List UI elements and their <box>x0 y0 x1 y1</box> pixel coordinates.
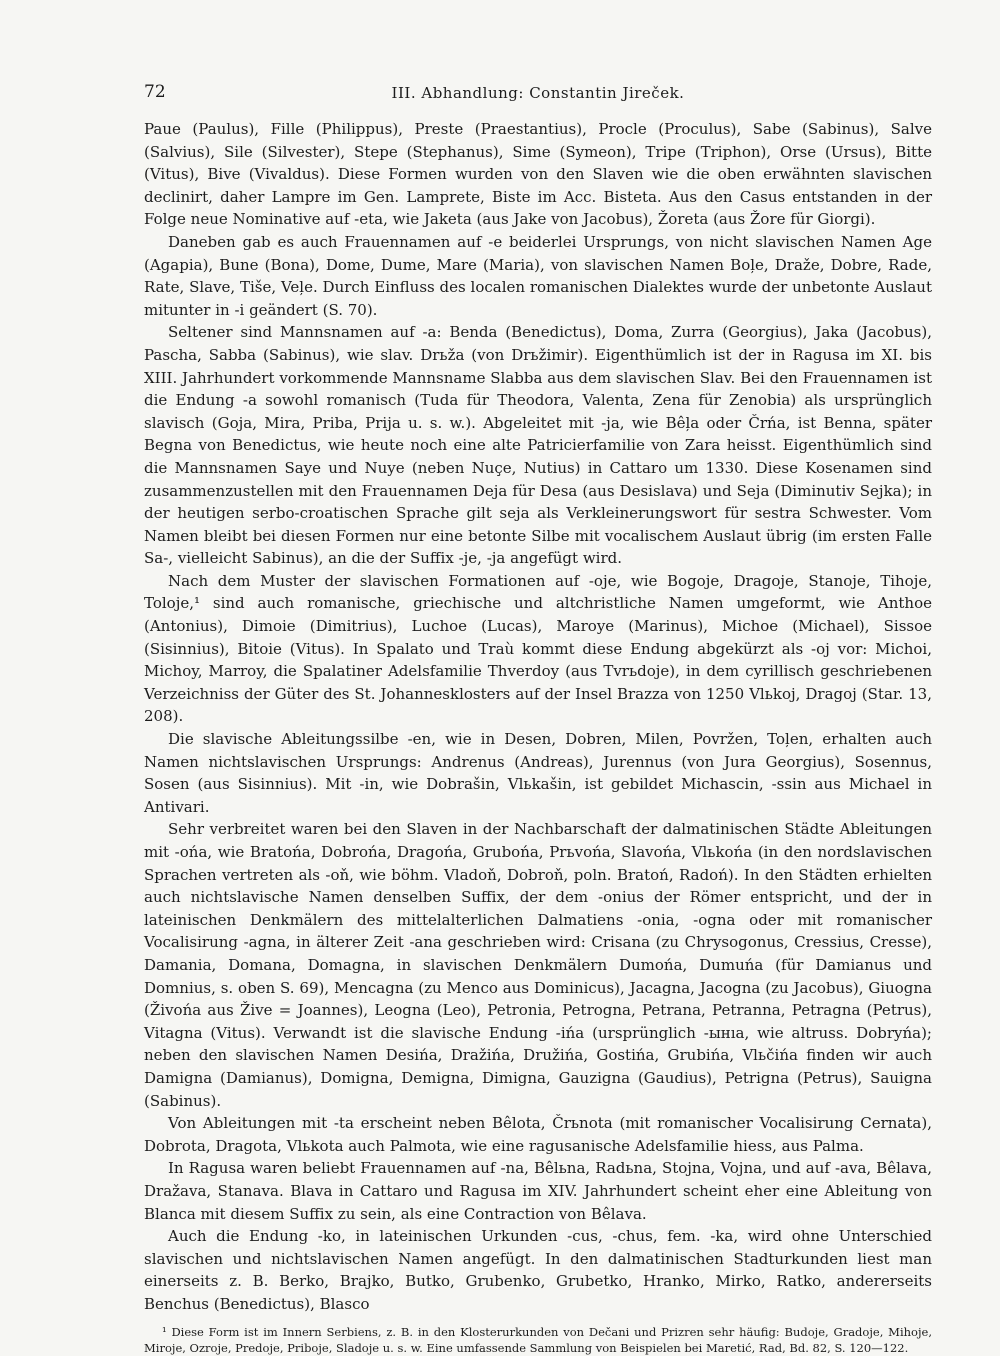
paragraph: Auch die Endung -ko, in lateinischen Urkunden -cus, -chus, fem. -ka, wird ohne Unterschied slavischen und nichtslavischen Namen angefügt. In den dalmatinischen Stadturkunden liest man einerseits z. B. Berko, Brajko, Butko, Grubenko, Grubetko, Hranko, Mirko, Ratko, andererseits Benchus (Benedictus), Blasco <box>144 1227 932 1313</box>
paragraph: Nach dem Muster der slavischen Formationen auf -oje, wie Bogoje, Dragoje, Stanoje, Tihoje, Toloje,¹ sind auch romanische, griechische und altchristliche Namen umgeformt, wie Anthoe (Antonius), Dimoie (Dimitrius), Luchoe (Lucas), Maroye (Marinus), Michoe (Michael), Sissoe (Sisinnius), Bitoie (Vitus). In Spalato und Traù kommt diese Endung abgekürzt als -oj vor: Michoi, Michoy, Marroy, die Spalatiner Adelsfamilie Thverdoy (aus Tvrьdoje), in dem cyrillisch geschriebenen Verzeichniss der Güter des St. Johannesklosters auf der Insel Brazza von 1250 Vlьkoj, Dragoj (Star. 13, 208). <box>144 571 932 726</box>
running-head: III. Abhandlung: Constantin Jireček. <box>391 84 685 102</box>
page-number: 72 <box>144 82 166 102</box>
paragraph: Die slavische Ableitungssilbe -en, wie in Desen, Dobren, Milen, Povržen, Toļen, erhalten auch Namen nichtslavischen Ursprungs: Andrenus (Andreas), Jurennus (von Jura Georgius), Sosennus, Sosen (aus Sisinnius). Mit -in, wie Dobrašin, Vlьkašin, ist gebildet Michascin, -ssin aus Michael in Antivari. <box>144 730 932 816</box>
footnotes <box>144 1325 932 1356</box>
paragraph: Von Ableitungen mit -ta erscheint neben Bêlota, Črьnota (mit romanischer Vocalisirung Cernata), Dobrota, Dragota, Vlьkota auch Palmota, wie eine ragusanische Adelsfamilie hiess, aus Palma. <box>144 1114 932 1155</box>
paragraph: In Ragusa waren beliebt Frauennamen auf -na, Bêlьna, Radьna, Stojna, Vojna, und auf -ava, Bêlava, Dražava, Stanava. Blava in Cattaro und Ragusa im XIV. Jahrhundert scheint eher eine Ableitung von Blanca mit diesem Suffix zu sein, als eine Contraction von Bêlava. <box>144 1159 932 1223</box>
paragraph: Daneben gab es auch Frauennamen auf -e beiderlei Ursprungs, von nicht slavischen Namen Age (Agapia), Bune (Bona), Dome, Dume, Mare (Maria), von slavischen Namen Boļe, Draže, Dobre, Rade, Rate, Slave, Tiše, Veļe. Durch Einfluss des localen romanischen Dialektes wurde der unbetonte Auslaut mitunter in -i geändert (S. 70). <box>144 232 932 319</box>
page-header <box>144 82 932 110</box>
paragraph: Sehr verbreitet waren bei den Slaven in der Nachbarschaft der dalmatinischen Städte Ableitungen mit -ońa, wie Bratońa, Dobrońa, Dragońa, Grubońa, Prьvońa, Slavońa, Vlьkońa (in den nordslavischen Sprachen vertreten als -oň, wie böhm. Vladoň, Dobroň, poln. Bratoń, Radoń). In den Städten erhielten auch nichtslavische Namen denselben Suffix, der dem -onius der Römer entspricht, und der in lateinischen Denkmälern des mittelalterlichen Dalmatiens -onia, -ogna oder mit romanischer Vocalisirung -agna, in älterer Zeit -ana geschrieben wird: Crisana (zu Chrysogonus, Cressius, Cresse), Damania, Domana, Domagna, in slavischen Denkmälern Dumońa, Dumuńa (für Damianus und Domnius, s. oben S. 69), Mencagna (zu Menco aus Dominicus), Jacagna, Jacogna (zu Jacobus), Giuogna (Živońa aus Živе = Joannes), Leogna (Leo), Petronia, Petrogna, Petrana, Petranna, Petragna (Petrus), Vitagna (Vitus). Verwandt ist die slavische Endung -ińa (ursprünglich -ынıа, wie altruss. Dobryńa); neben den slavischen Namen Desińa, Dražińa, Družińa, Gostińa, Grubińa, Vlьčińa finden wir auch Damigna (Damianus), Domigna, Demigna, Dimigna, Gauzigna (Gaudius), Petrigna (Petrus), Sauigna (Sabinus). <box>144 820 932 1110</box>
page <box>144 82 932 1356</box>
paragraph: Seltener sind Mannsnamen auf -a: Benda (Benedictus), Doma, Zurra (Georgius), Jaka (Jacobus), Pascha, Sabba (Sabinus), wie slav. Drьža (von Drьžimir). Eigenthümlich ist der in Ragusa im XI. bis XIII. Jahrhundert vorkommende Mannsname Slabba aus dem slavischen Slav. Bei den Frauennamen ist die Endung -a sowohl romanisch (Tuda für Theodora, Valenta, Zena für Zenobia) als ursprünglich slavisch (Goja, Mira, Priba, Prija u. s. w.). Abgeleitet mit -ja, wie Bêļa oder Črńa, ist Benna, später Begna von Benedictus, wie heute noch eine alte Patricierfamilie von Zara heisst. Eigenthümlich sind die Mannsnamen Saye und Nuye (neben Nuçe, Nutius) in Cattaro um 1330. Diese Kosenamen sind zusammenzustellen mit den Frauennamen Deja für Desa (aus Desislava) und Seja (Diminutiv Sejka); in der heutigen serbo-croatischen Sprache gilt seja als Verkleinerungswort für sestra Schwester. Vom Namen bleibt bei diesen Formen nur eine betonte Silbe mit vocalischem Auslaut übrig (im ersten Falle Sa-, vielleicht Sabinus), an die der Suffix -je, -ja angefügt wird. <box>144 323 932 568</box>
footnote: ¹ Diese Form ist im Innern Serbiens, z. B. in den Klosterurkunden von Dečani und Prizren sehr häufig: Budoje, Gradoje, Mihoje, Miroje, Ozroje, Predoje, Priboje, Sladoje u. s. w. Eine umfassende Sammlung von Beispielen bei Maretić, Rad, Bd. 82, S. 120—122. <box>144 1325 932 1355</box>
body-text <box>144 118 932 1315</box>
paragraph: Paue (Paulus), Fille (Philippus), Preste (Praestantius), Procle (Proculus), Sabe (Sabinus), Salve (Salvius), Sile (Silvester), Stepe (Stephanus), Sime (Symeon), Tripe (Triphon), Orse (Ursus), Bitte (Vitus), Bive (Vivaldus). Diese Formen wurden von den Slaven wie die oben erwähnten slavischen declinirt, daher Lampre im Gen. Lamprete, Biste im Acc. Bisteta. Aus den Casus entstanden in der Folge neue Nominative auf -eta, wie Jaketa (aus Jake von Jacobus), Žoreta (aus Žore für Giorgi). <box>144 120 932 229</box>
